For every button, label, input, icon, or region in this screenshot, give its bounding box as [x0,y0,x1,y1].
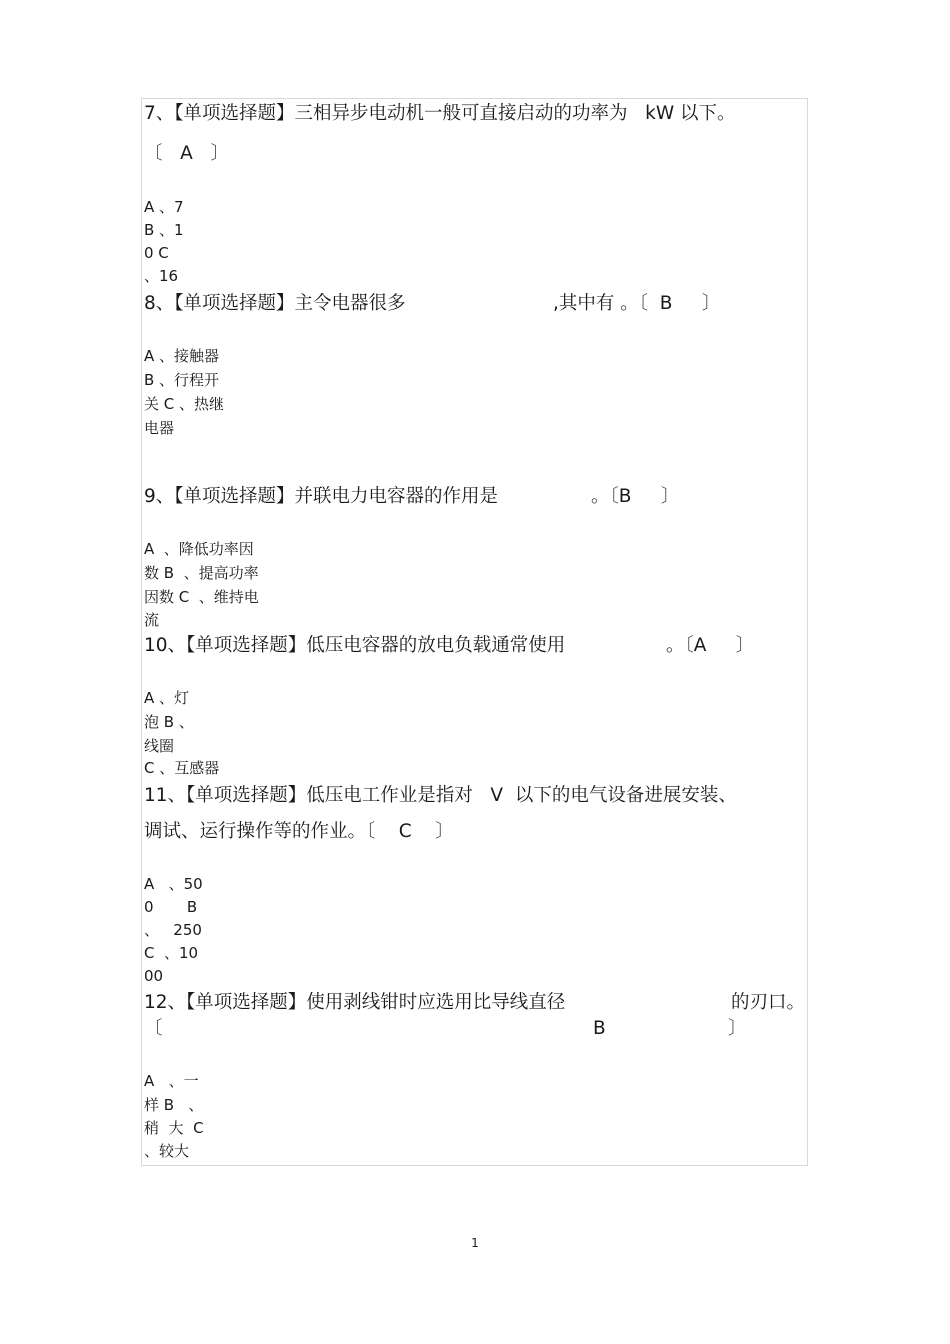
question-9-option-line-1: A 、降低功率因 [144,540,254,558]
question-10-stem: 10、【单项选择题】低压电容器的放电负载通常使用 [144,635,566,656]
question-12-option-line-2: 样 B 、 [144,1096,204,1114]
question-10-option-line-1: A 、灯 [144,689,190,707]
question-10-option-line-4: C 、互感器 [144,759,220,777]
page-number: 1 [471,1236,479,1250]
question-11-option-line-2: 0 B [144,898,198,916]
question-11-stem: 11、【单项选择题】低压电工作业是指对 V 以下的电气设备进展安装、 [144,785,737,806]
question-12-option-line-3: 稍 大 C [144,1119,204,1137]
question-12-option-line-4: 、较大 [144,1142,190,1160]
question-8-option-line-2: B 、行程开 [144,371,220,389]
question-11-option-line-5: 00 [144,967,164,985]
question-10-answer: 。〔A 〕 [666,635,755,656]
question-7-stem: 7、【单项选择题】三相异步电动机一般可直接启动的功率为 kW 以下。 [144,103,736,124]
question-11-option-line-4: C 、10 [144,944,199,962]
question-8-option-line-4: 电器 [144,419,175,437]
question-8-answer: ,其中有 。〔 B 〕 [553,293,721,314]
question-8-option-line-3: 关 C 、热继 [144,395,225,413]
question-7-option-line-2: B 、1 [144,221,184,239]
question-10-option-line-2: 泡 B 、 [144,713,194,731]
question-11-option-line-3: 、 250 [144,921,202,939]
question-7-option-line-4: 、16 [144,267,179,285]
question-8-stem: 8、【单项选择题】主令电器很多 [144,293,406,314]
question-12-stem: 12、【单项选择题】使用剥线钳时应选用比导线直径 [144,992,566,1013]
question-12-bracket-close: 〕 [728,1018,747,1039]
question-12-option-line-1: A 、一 [144,1072,199,1090]
question-9-answer: 。〔B 〕 [591,486,680,507]
question-11-option-line-1: A 、50 [144,875,203,893]
question-9-stem: 9、【单项选择题】并联电力电容器的作用是 [144,486,499,507]
question-12-answer: B [593,1018,606,1039]
question-8-option-line-1: A 、接触器 [144,347,220,365]
question-11-stem-line-2: 调试、运行操作等的作业。〔 C 〕 [144,821,454,842]
question-10-option-line-3: 线圈 [144,737,175,755]
question-12-stem-tail: 的刃口。 [731,992,806,1013]
question-7-answer: 〔 A 〕 [144,143,229,164]
question-7-option-line-3: 0 C [144,244,169,262]
question-9-option-line-4: 流 [144,611,160,629]
question-9-option-line-3: 因数 C 、维持电 [144,588,259,606]
question-9-option-line-2: 数 B 、提高功率 [144,564,259,582]
question-7-option-line-1: A 、7 [144,198,184,216]
question-12-bracket-open: 〔 [144,1018,163,1039]
